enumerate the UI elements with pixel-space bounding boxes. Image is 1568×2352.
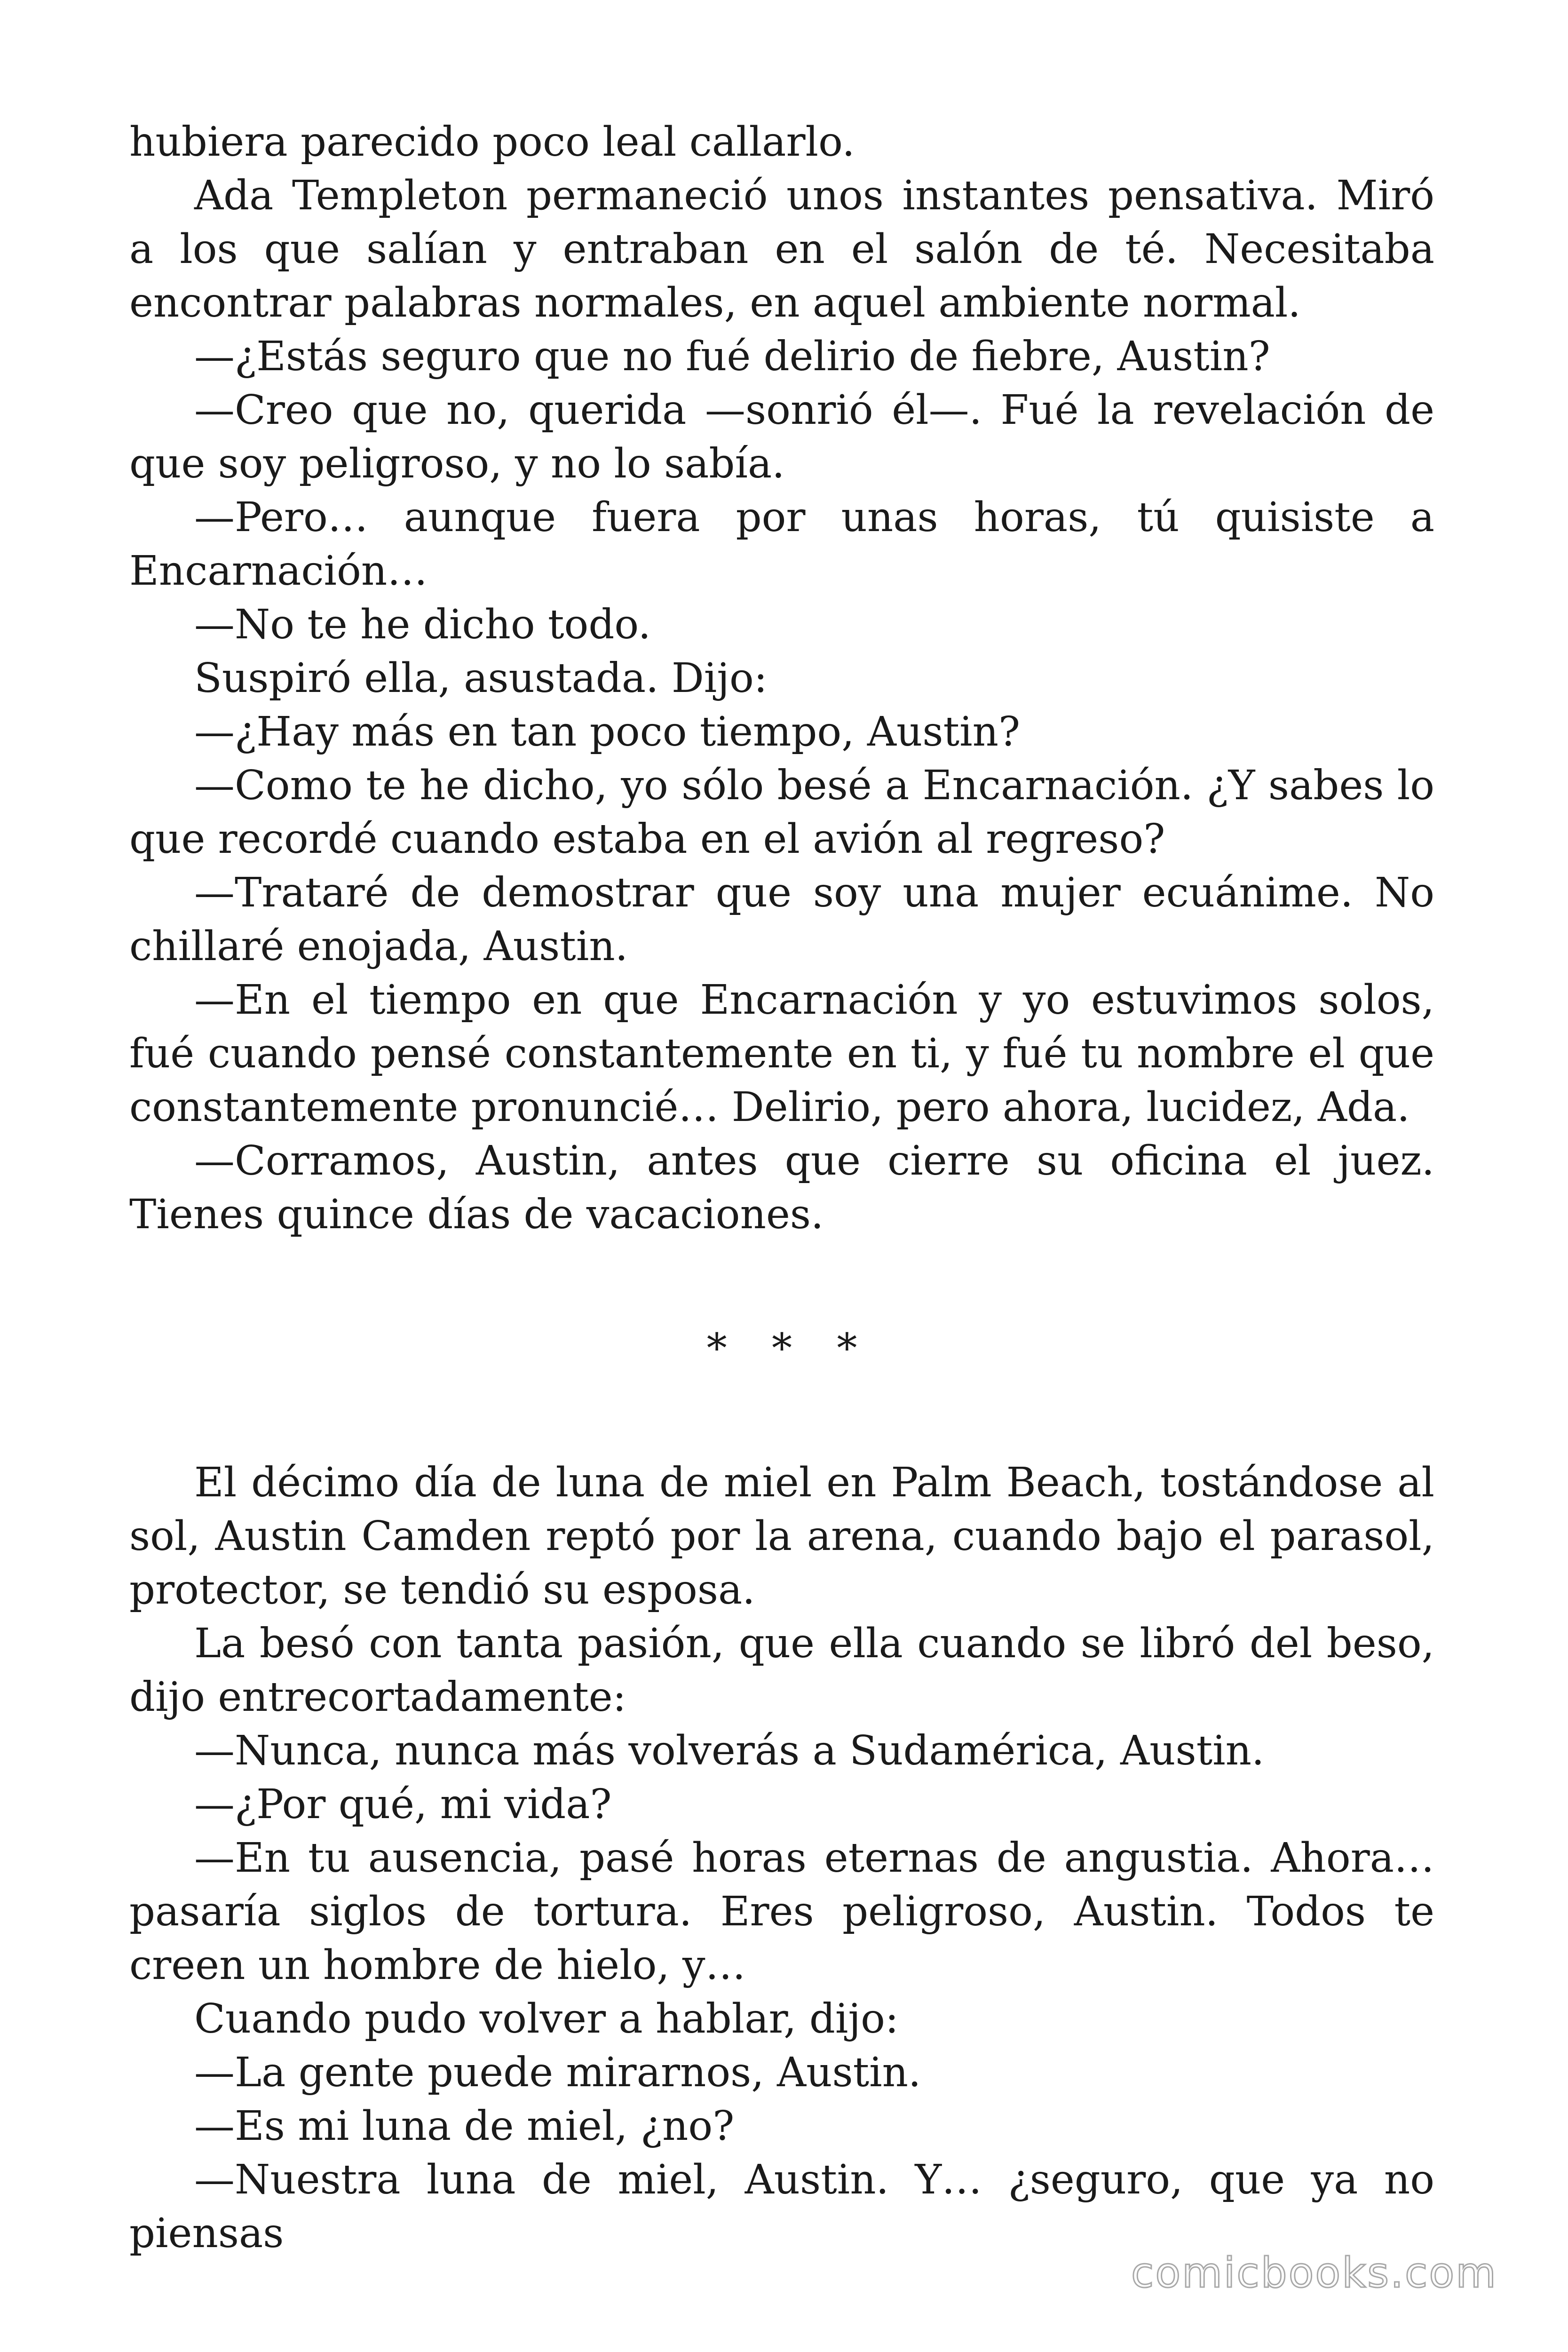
paragraph: Suspiró ella, asustada. Dijo: xyxy=(194,655,768,702)
paragraph: La besó con tanta pasión, que ella cuando se libró del beso, dijo entrecortadamente: xyxy=(129,1620,1434,1721)
watermark: comicbooks.com xyxy=(1131,2249,1497,2297)
dialogue-line: —Es mi luna de miel, ¿no? xyxy=(194,2103,735,2150)
book-page xyxy=(129,115,1434,2260)
scene-break: * * * xyxy=(706,1325,873,1372)
dialogue-line: —¿Estás seguro que no fué delirio de fiebre, Austin? xyxy=(194,333,1270,380)
dialogue-line: —Nunca, nunca más volverás a Sudamérica, Austin. xyxy=(194,1727,1265,1774)
dialogue-line: —La gente puede mirarnos, Austin. xyxy=(194,2049,921,2096)
dialogue-line: —Trataré de demostrar que soy una mujer ecuánime. No chillaré enojada, Austin. xyxy=(129,869,1434,970)
dialogue-line: —Nuestra luna de miel, Austin. Y… ¿seguro, que ya no piensas xyxy=(129,2156,1434,2257)
dialogue-line: —En el tiempo en que Encarnación y yo estuvimos solos, fué cuando pensé constantemente en ti, y fué tu nombre el que constantemente pronuncié… Delirio, pero ahora, lucidez, Ada. xyxy=(129,977,1434,1131)
dialogue-line: —Pero… aunque fuera por unas horas, tú quisiste a Encarnación… xyxy=(129,494,1434,595)
dialogue-line: —En tu ausencia, pasé horas eternas de angustia. Ahora… pasaría siglos de tortura. Eres peligroso, Austin. Todos te creen un hombre de hielo, y… xyxy=(129,1835,1434,1989)
paragraph: Ada Templeton permaneció unos instantes pensativa. Miró a los que salían y entraban en el salón de té. Necesitaba encontrar palabras normales, en aquel ambiente normal. xyxy=(129,172,1434,326)
dialogue-line: —Corramos, Austin, antes que cierre su oficina el juez. Tienes quince días de vacaciones. xyxy=(129,1137,1434,1238)
dialogue-line: —¿Por qué, mi vida? xyxy=(194,1781,612,1828)
dialogue-line: —¿Hay más en tan poco tiempo, Austin? xyxy=(194,708,1021,755)
paragraph-continued: hubiera parecido poco leal callarlo. xyxy=(129,119,855,166)
dialogue-line: —Como te he dicho, yo sólo besé a Encarnación. ¿Y sabes lo que recordé cuando estaba en el avión al regreso? xyxy=(129,762,1434,863)
paragraph: El décimo día de luna de miel en Palm Beach, tostándose al sol, Austin Camden reptó por la arena, cuando bajo el parasol, protector, se tendió su esposa. xyxy=(129,1459,1434,1613)
dialogue-line: —Creo que no, querida —sonrió él—. Fué la revelación de que soy peligroso, y no lo sabía. xyxy=(129,387,1434,487)
dialogue-line: —No te he dicho todo. xyxy=(194,601,651,648)
paragraph: Cuando pudo volver a hablar, dijo: xyxy=(194,1995,899,2042)
